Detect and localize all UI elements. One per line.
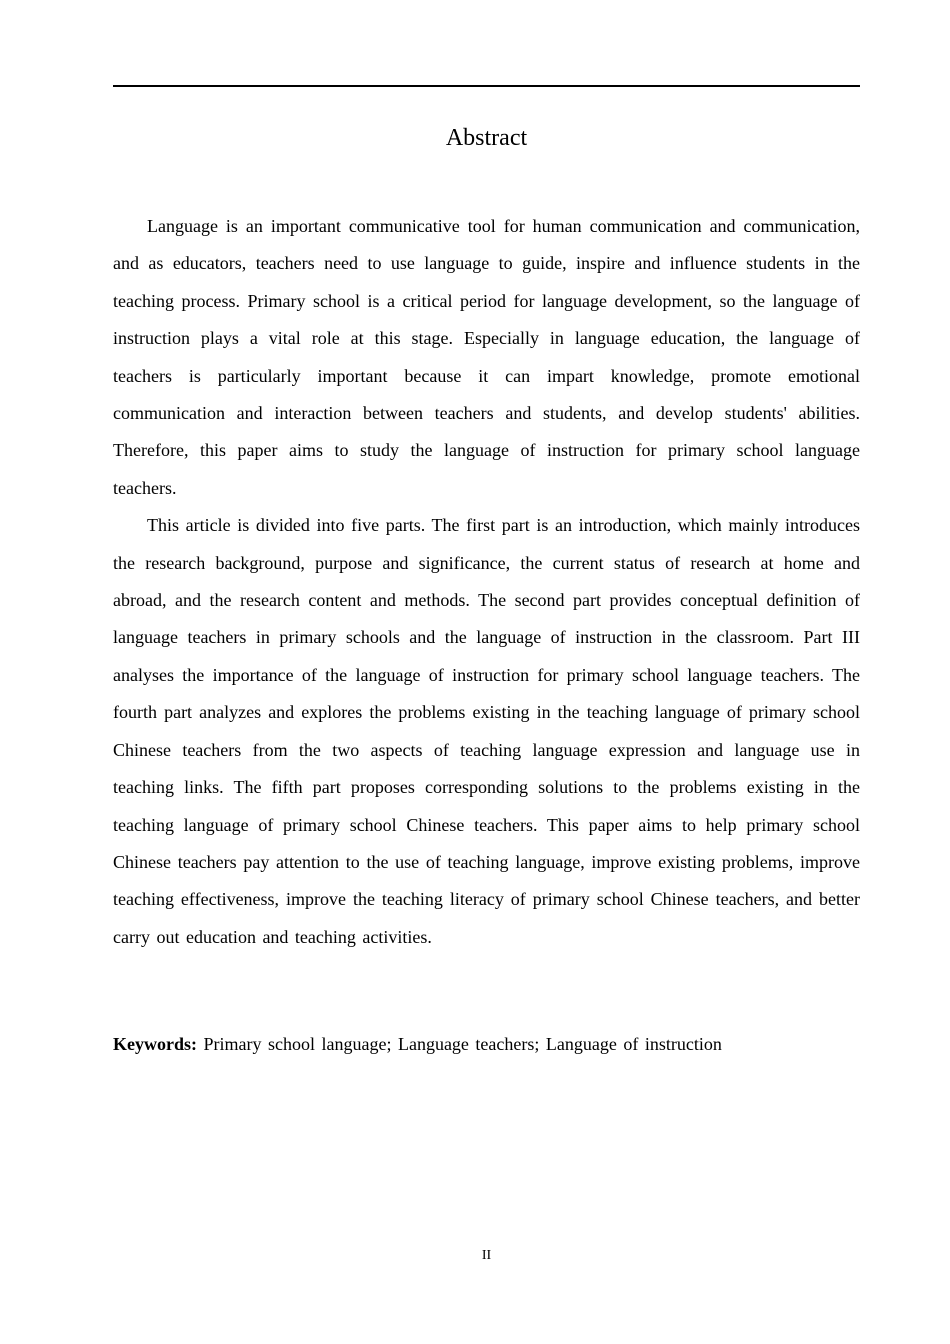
keywords-label: Keywords:	[113, 1034, 197, 1054]
keywords-text: Primary school language; Language teachers; Language of instruction	[203, 1034, 722, 1054]
abstract-body	[113, 208, 860, 956]
abstract-paragraph-1: Language is an important communicative tool for human communication and communication, and as educators, teachers need to use language to guide, inspire and influence students in the teaching process. Primary school is a critical period for language development, so the language of instruction plays a vital role at this stage. Especially in language education, the language of teachers is particularly important because it can impart knowledge, promote emotional communication and interaction between teachers and students, and develop students' abilities. Therefore, this paper aims to study the language of instruction for primary school language teachers.	[113, 216, 860, 498]
abstract-title: Abstract	[445, 125, 528, 151]
keywords-line	[113, 1029, 860, 1059]
page-number: II	[481, 1248, 492, 1263]
abstract-paragraph-2: This article is divided into five parts. The first part is an introduction, which mainly introduces the research background, purpose and significance, the current status of research at home and abroad, and the research content and methods. The second part provides conceptual definition of language teachers in primary schools and the language of instruction in the classroom. Part III analyses the importance of the language of instruction for primary school language teachers. The fourth part analyzes and explores the problems existing in the teaching language of primary school Chinese teachers from the two aspects of teaching language expression and language use in teaching links. The fifth part proposes corresponding solutions to the problems existing in the teaching language of primary school Chinese teachers. This paper aims to help primary school Chinese teachers pay attention to the use of teaching language, improve existing problems, improve teaching effectiveness, improve the teaching literacy of primary school Chinese teachers, and better carry out education and teaching activities.	[113, 515, 860, 947]
header-rule	[113, 85, 860, 87]
